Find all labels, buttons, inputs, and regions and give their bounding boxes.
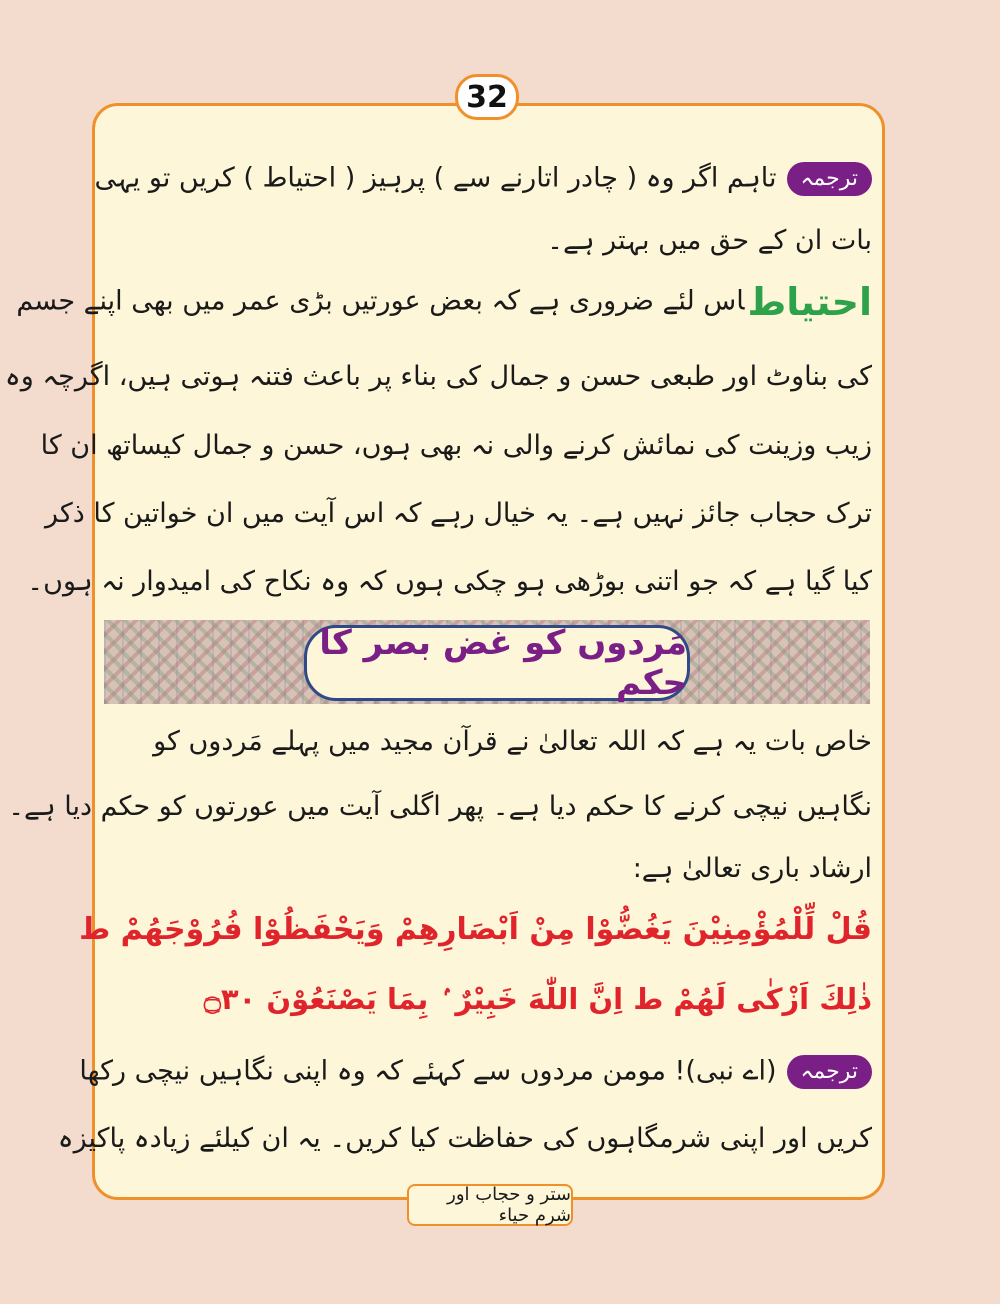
translation-badge: ترجمہ bbox=[787, 162, 872, 196]
body-text-2: نگاہیں نیچی کرنے کا حکم دیا ہے۔ پھر اگلی آیت میں عورتوں کو حکم دیا ہے۔ bbox=[8, 791, 872, 822]
translation1-text-2: بات ان کے حق میں بہتر ہے۔ bbox=[547, 225, 872, 256]
translation-badge-2: ترجمہ bbox=[787, 1055, 872, 1089]
caution-text-4: ترک حجاب جائز نہیں ہے۔ یہ خیال رہے کہ اس آیت میں ان خواتین کا ذکر bbox=[45, 498, 872, 529]
section-title-box bbox=[304, 625, 690, 701]
caution-text-1: اس لئے ضروری ہے کہ بعض عورتیں بڑی عمر میں بھی اپنے جسم bbox=[16, 285, 745, 317]
translation-line-1 bbox=[94, 162, 872, 196]
translation2-text-1: (اے نبی)! مومن مردوں سے کہئے کہ وہ اپنی نگاہیں نیچی رکھا bbox=[79, 1055, 777, 1087]
verse-line-2: ذٰلِكَ اَزْكٰى لَهُمْ ط اِنَّ اللّٰهَ خَبِيْرٌ ۢ بِمَا يَصْنَعُوْنَ ۝٣٠ bbox=[203, 982, 872, 1016]
caution-text-5: کیا گیا ہے کہ جو اتنی بوڑھی ہو چکی ہوں کہ وہ نکاح کی امیدوار نہ ہوں۔ bbox=[27, 566, 872, 597]
translation2-text-2: کریں اور اپنی شرمگاہوں کی حفاظت کیا کریں۔ یہ ان کیلئے زیادہ پاکیزہ bbox=[57, 1123, 872, 1154]
verse-line-1: قُلْ لِّلْمُؤْمِنِيْنَ يَغُضُّوْا مِنْ اَبْصَارِهِمْ وَيَحْفَظُوْا فُرُوْجَهُمْ ط bbox=[79, 912, 872, 947]
footer-book-title: ستر و حجاب اور شرم حیاء bbox=[407, 1184, 573, 1226]
translation2-line-1 bbox=[79, 1055, 872, 1089]
body-text-3: ارشاد باری تعالیٰ ہے: bbox=[632, 853, 872, 884]
caution-line-1 bbox=[16, 280, 872, 324]
section-title: مَردوں کو غض بصر کا حکم bbox=[319, 623, 687, 703]
page-number: 32 bbox=[455, 74, 519, 120]
body-text-1: خاص بات یہ ہے کہ اللہ تعالیٰ نے قرآن مجید میں پہلے مَردوں کو bbox=[153, 726, 872, 757]
caution-text-2: کی بناوٹ اور طبعی حسن و جمال کی بناء پر باعث فتنہ ہوتی ہیں، اگرچہ وہ bbox=[4, 361, 872, 392]
caution-text-3: زیب وزینت کی نمائش کرنے والی نہ بھی ہوں، حسن و جمال کیساتھ ان کا bbox=[40, 430, 872, 461]
translation1-text-1: تاہم اگر وہ ( چادر اتارنے سے ) پرہیز ( احتیاط ) کریں تو یہی bbox=[94, 162, 777, 194]
caution-heading: احتیاط bbox=[750, 280, 872, 324]
